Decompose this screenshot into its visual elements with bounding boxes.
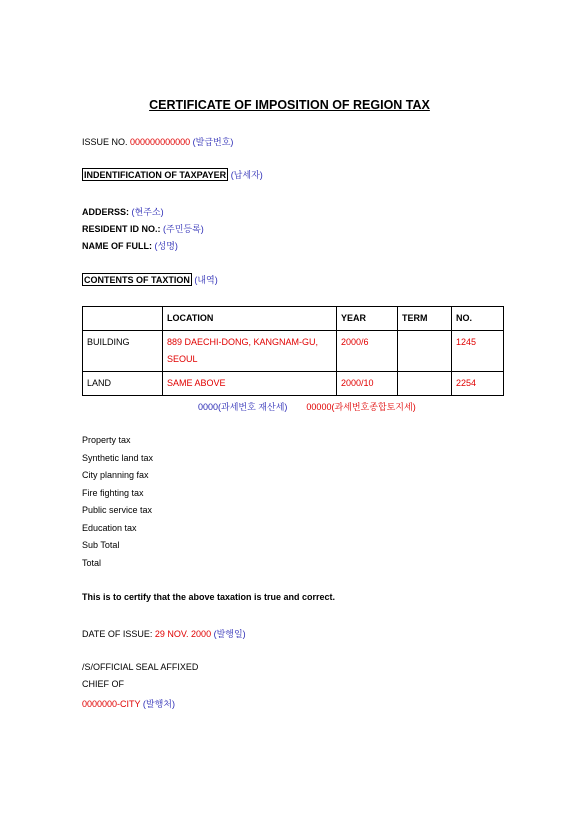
row-no: 1245 [452, 331, 504, 372]
tax-number-line [198, 400, 416, 413]
document-title: CERTIFICATE OF IMPOSITION OF REGION TAX [149, 98, 430, 112]
certification-statement: This is to certify that the above taxation is true and correct. [82, 592, 336, 602]
date-of-issue-korean: (발행일) [213, 629, 246, 639]
row-location: 889 DAECHI-DONG, KANGNAM-GU, SEOUL [163, 331, 337, 372]
tax-items-list [82, 432, 153, 572]
taxpayer-heading-line [82, 168, 263, 181]
table-header-row [83, 307, 504, 331]
date-of-issue-label: DATE OF ISSUE: [82, 629, 153, 639]
address-line [82, 205, 164, 218]
property-tax-code: 0000 [198, 402, 219, 412]
date-of-issue-line [82, 627, 246, 640]
row-location: SAME ABOVE [163, 372, 337, 396]
resident-id-label: RESIDENT ID NO.: [82, 224, 161, 234]
date-of-issue-value: 29 NOV. 2000 [154, 629, 212, 639]
resident-id-korean: (주민등록) [163, 224, 204, 234]
resident-id-line [82, 222, 204, 235]
contents-heading-line [82, 273, 218, 286]
table-header-location: LOCATION [163, 307, 337, 331]
list-item: Property tax [82, 435, 131, 445]
table-header-no: NO. [452, 307, 504, 331]
property-tax-code-korean: (과세번호 재산세) [218, 402, 288, 412]
list-item: Public service tax [82, 505, 153, 515]
full-name-korean: (성명) [154, 241, 178, 251]
row-type: BUILDING [83, 331, 163, 372]
list-item: Synthetic land tax [82, 452, 154, 463]
issue-number-korean: (발급번호) [192, 137, 234, 147]
row-type: LAND [83, 372, 163, 396]
table-header-year: YEAR [337, 307, 398, 331]
table-row [83, 372, 504, 396]
issuing-city-value: 0000000-CITY [82, 699, 141, 709]
row-year: 2000/6 [337, 331, 398, 372]
list-item: Education tax [82, 522, 137, 533]
table-row [83, 331, 504, 372]
chief-of-line: CHIEF OF [82, 679, 124, 689]
issue-number-line [82, 135, 233, 148]
issue-number-value: 000000000000 [130, 137, 191, 147]
list-item: City planning fax [82, 470, 149, 480]
row-term [398, 331, 452, 372]
taxpayer-heading-korean: (납세자) [230, 170, 263, 180]
official-seal-line: /S/OFFICIAL SEAL AFFIXED [82, 662, 199, 672]
table-header-type [83, 307, 163, 331]
row-year: 2000/10 [337, 372, 398, 396]
row-no: 2254 [452, 372, 504, 396]
issuing-city-line [82, 697, 175, 710]
taxpayer-heading: INDENTIFICATION OF TAXPAYER [84, 170, 227, 180]
land-tax-code: 00000 [306, 402, 332, 412]
contents-heading: CONTENTS OF TAXTION [84, 275, 190, 285]
land-tax-code-korean: (과세번호종합토지세) [331, 402, 416, 412]
list-item: Fire fighting tax [82, 487, 144, 498]
row-term [398, 372, 452, 396]
address-label: ADDERSS: [82, 207, 130, 217]
contents-heading-korean: (내역) [194, 275, 218, 285]
list-item: Sub Total [82, 540, 120, 550]
table-header-term: TERM [398, 307, 452, 331]
full-name-label: NAME OF FULL: [82, 241, 152, 251]
full-name-line [82, 239, 178, 252]
address-korean: (현주소) [131, 207, 164, 217]
taxation-table [82, 306, 504, 396]
issuing-city-korean: (발행처) [142, 699, 175, 709]
issue-number-label: ISSUE NO. [82, 137, 128, 147]
list-item: Total [82, 557, 102, 568]
